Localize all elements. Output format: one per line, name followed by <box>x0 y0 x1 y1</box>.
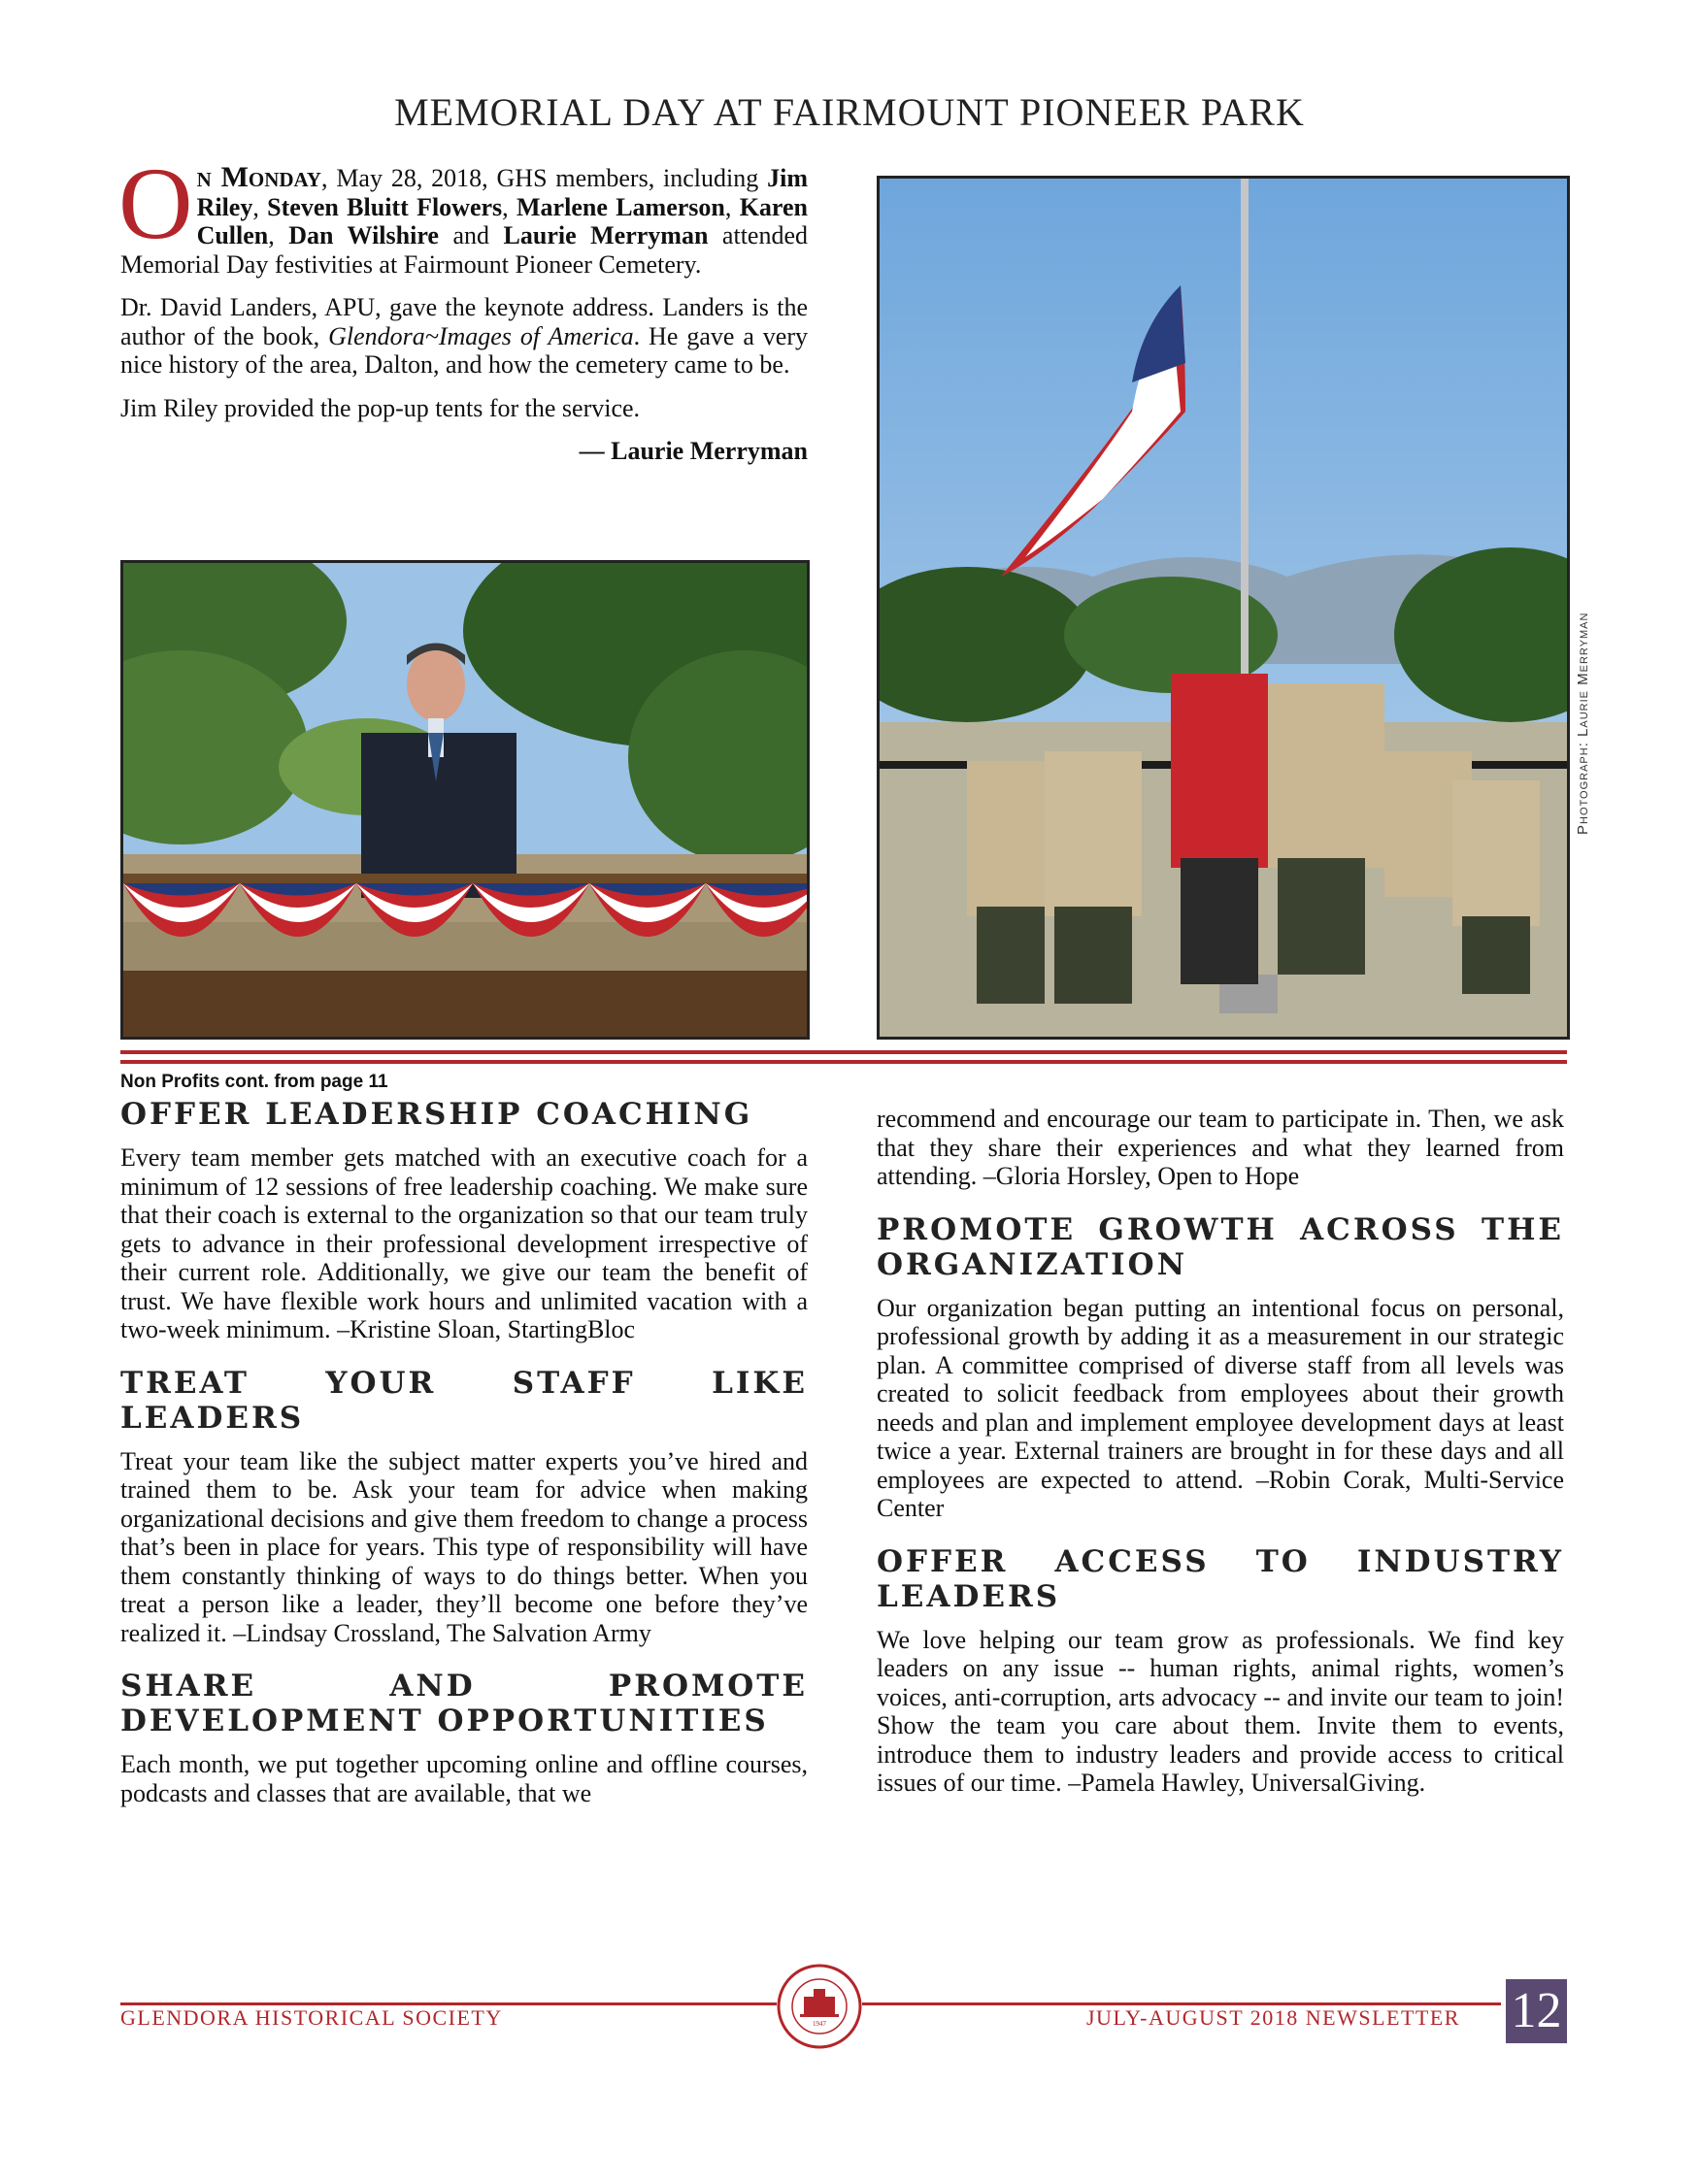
section-heading: OFFER LEADERSHIP COACHING <box>120 1097 753 1132</box>
lead-rest: n <box>196 161 221 193</box>
section-divider-bottom <box>120 1060 1567 1064</box>
section-heading: PROMOTE GROWTH ACROSS THE ORGANIZATION <box>877 1211 1564 1282</box>
intro-paragraph-2 <box>120 293 808 380</box>
section-share-development-opportunities <box>120 1669 808 1807</box>
society-seal-icon <box>777 1964 862 2049</box>
intro-paragraph-1 <box>118 147 809 279</box>
section-offer-leadership-coaching <box>120 1097 808 1344</box>
speaker-photo <box>120 560 810 1040</box>
separator: , <box>268 221 289 249</box>
member-name: Laurie Merryman <box>503 221 709 249</box>
continued-from-label: Non Profits cont. from page 11 <box>120 1072 388 1092</box>
separator: , <box>724 192 740 221</box>
section-body: Each month, we put together upcoming online and offline courses, podcasts and classes that are available, that we <box>120 1750 808 1807</box>
intro-text: attended Memorial Day festivities at Fairmount Pioneer Cemetery. <box>120 221 809 279</box>
member-name: Steven Bluitt Flowers <box>267 192 503 221</box>
intro-text: , May 28, 2018, GHS members, including <box>320 164 768 192</box>
intro-article <box>118 147 809 480</box>
member-name: Jim Riley <box>196 164 808 221</box>
intro-paragraph-3: Jim Riley provided the pop-up tents for the service. <box>120 393 641 422</box>
section-body: recommend and encourage our team to participate in. Then, we ask that they share their experiences and what they learned from attending. –Gloria Horsley, Open to Hope <box>877 1105 1564 1190</box>
separator: , <box>502 192 517 221</box>
flag-ceremony-photo <box>877 176 1570 1040</box>
lead-smallcaps: Monday <box>220 161 321 193</box>
intro-text: Dr. David Landers, APU, gave the keynote address. Landers is the author of the book, <box>120 293 808 350</box>
right-column <box>877 1105 1564 1819</box>
member-name: Dan Wilshire <box>288 221 439 249</box>
footer-issue-date: JULY-AUGUST 2018 NEWSLETTER <box>1086 2005 1460 2030</box>
article-signature: — Laurie Merryman <box>579 437 808 465</box>
page-title: MEMORIAL DAY AT FAIRMOUNT PIONEER PARK <box>394 90 1305 134</box>
flag-ceremony-photo-image <box>880 179 1567 1037</box>
page-number: 12 <box>1506 1979 1567 2043</box>
member-name: Karen Cullen <box>196 192 808 249</box>
separator: and <box>438 221 504 249</box>
section-industry-leaders <box>877 1544 1564 1798</box>
section-body: Our organization began putting an intentional focus on personal, professional growth by adding it as a measurement in our strategic plan. A committee comprised of diverse staff from all levels was created to solicit feedback from employees about their growth needs and plan and implement employee development days at least twice a year. External trainers are brought in for these days and all employees are expected to attend. –Robin Corak, Multi-Service Center <box>877 1293 1564 1522</box>
left-column <box>120 1097 808 1829</box>
speaker-photo-image <box>123 563 807 1037</box>
section-treat-staff-like-leaders <box>120 1366 808 1648</box>
section-body: Treat your team like the subject matter experts you’ve hired and trained them to be. Ask your team for advice when making organizational decisions and give them freedom to change a process that’s been in place for years. This type of responsibility will have them constantly thinking of ways to do things better. When you treat a person like a leader, they’ll become one before they’ve realized it. –Lindsay Crossland, The Salvation Army <box>120 1446 808 1647</box>
continued-paragraph <box>877 1105 1564 1191</box>
section-heading: OFFER ACCESS TO INDUSTRY LEADERS <box>877 1543 1564 1614</box>
seal-year: 1947 <box>813 2020 826 2028</box>
section-divider-top <box>120 1050 1567 1054</box>
photo-credit: Photograph: Laurie Merryman <box>1575 612 1591 835</box>
section-body: Every team member gets matched with an executive coach for a minimum of 12 sessions of free leadership coaching. We make sure that their coach is external to the organization so that our team truly gets to advance in their professional development irrespective of their current role. Additionally, we give our team the benefit of trust. We have flexible work hours and unlimited vacation with a two-week minimum. –Kristine Sloan, StartingBloc <box>120 1143 808 1343</box>
separator: , <box>252 192 268 221</box>
section-promote-growth <box>877 1212 1564 1523</box>
footer-society-name: GLENDORA HISTORICAL SOCIETY <box>120 2005 503 2030</box>
book-title: Glendora~Images of America <box>328 321 634 350</box>
section-body: We love helping our team grow as professionals. We find key leaders on any issue -- human rights, animal rights, women’s voices, anti-corruption, arts advocacy -- and invite our team to join! Show the team you care about them. Invite them to events, introduce them to industry leaders and provide access to critical issues of our time. –Pamela Hawley, UniversalGiving. <box>877 1625 1564 1797</box>
intro-text: . He gave a very nice history of the area, Dalton, and how the cemetery came to be. <box>120 321 809 379</box>
section-heading: TREAT YOUR STAFF LIKE LEADERS <box>120 1365 808 1436</box>
member-name: Marlene Lamerson <box>516 192 725 221</box>
drop-cap: O <box>118 147 193 260</box>
section-heading: SHARE AND PROMOTE DEVELOPMENT OPPORTUNITIES <box>120 1669 808 1738</box>
